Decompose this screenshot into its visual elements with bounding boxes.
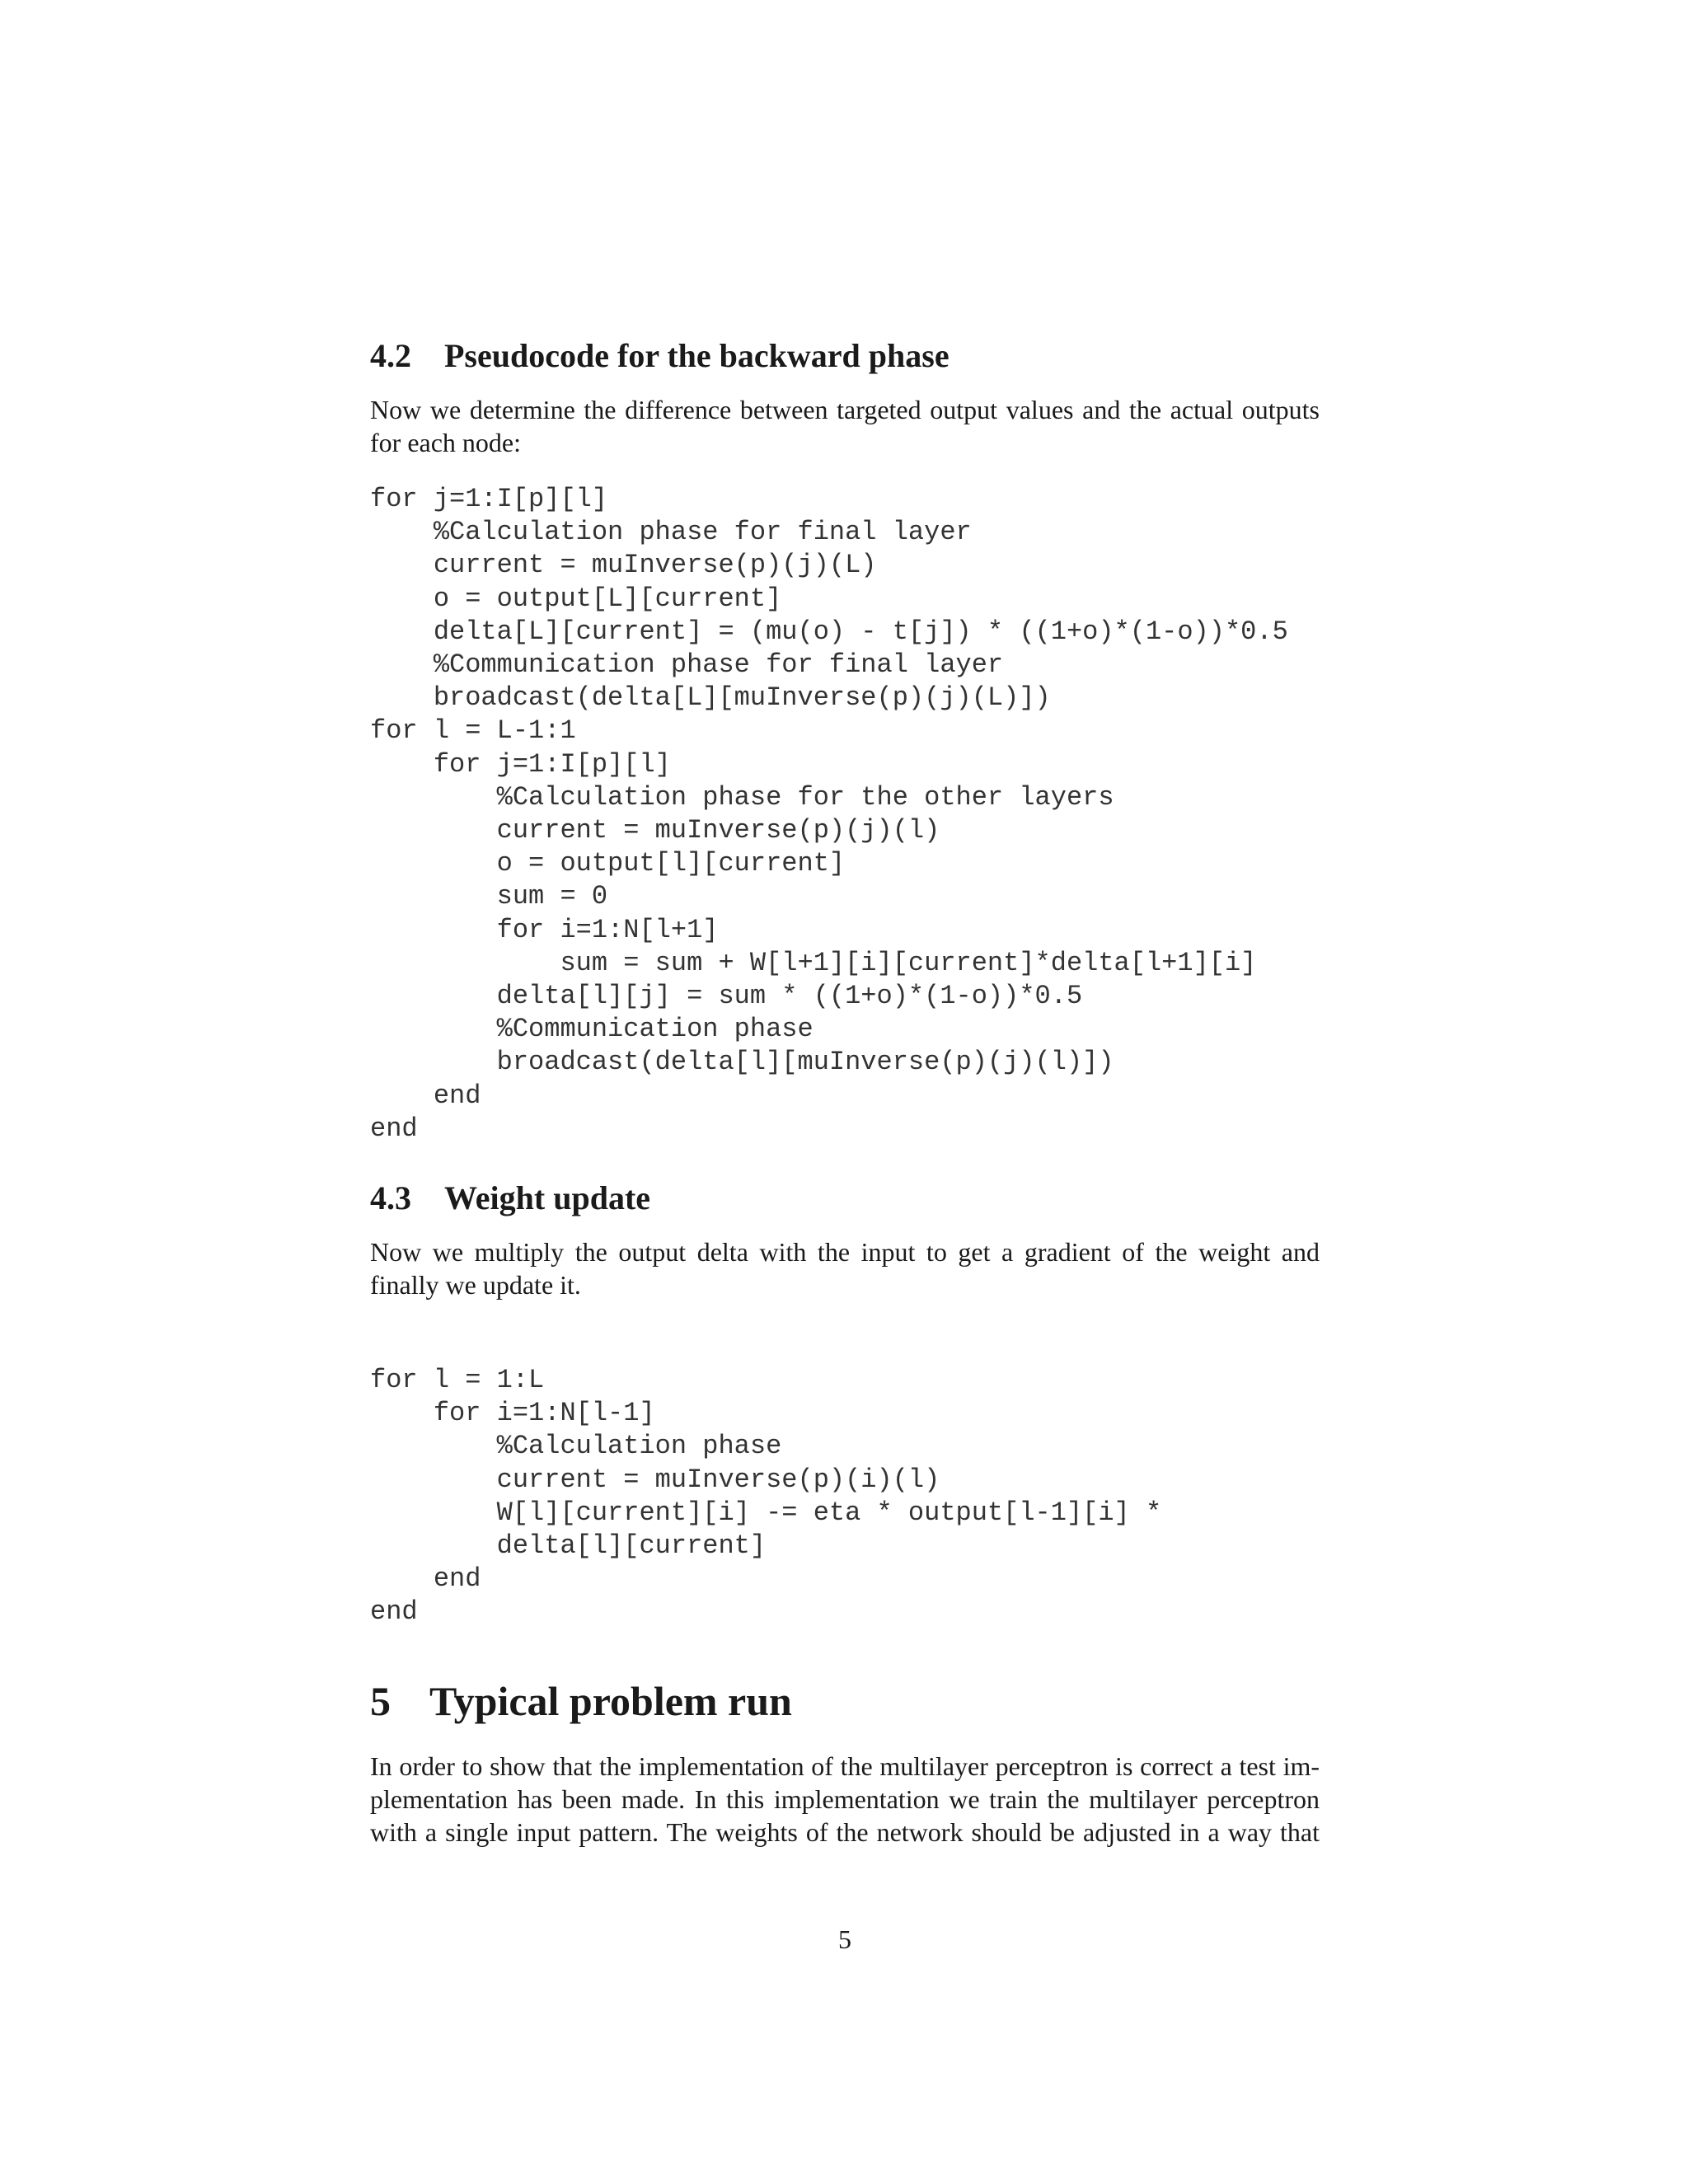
page-number: 5 bbox=[838, 1924, 851, 1954]
paragraph-line: plementation has been made. In this implementation we train the multilayer perceptron bbox=[370, 1784, 1320, 1814]
section-heading-5 bbox=[370, 1676, 792, 1726]
section-heading-4-2 bbox=[370, 336, 950, 376]
paragraph-weight-update-intro bbox=[370, 1235, 1320, 1301]
paragraph-line: finally we update it. bbox=[370, 1270, 581, 1300]
code-block-weight-update: for l = 1:L for i=1:N[l-1] %Calculation phase current = muInverse(p)(i)(l) W[l][current][i] -= eta * output[l-1][i] * delta[l][current] end end bbox=[370, 1365, 1162, 1628]
paragraph-line: for each node: bbox=[370, 428, 522, 457]
code-block-backward-phase: for j=1:I[p][l] %Calculation phase for final layer current = muInverse(p)(j)(L) o = output[L][current] delta[L][current] = (mu(o) - t[j]) * ((1+o)*(1-o))*0.5 %Communication phase for final layer broadcast(delta[L][muInverse(p)(j)(L)]) for l = L-1:1 for j=1:I[p][l] %Calculation phase for the other layers current = muInverse(p)(j)(l) o = output[l][current] sum = 0 for i=1:N[l+1] sum = sum + W[l+1][i][current]*delta[l+1][i] delta[l][j] = sum * ((1+o)*(1-o))*0.5 %Communication phase broadcast(delta[l][muInverse(p)(j)(l)]) end end bbox=[370, 484, 1288, 1144]
section-heading-4-3 bbox=[370, 1179, 650, 1218]
section-number: 4.3 bbox=[370, 1179, 411, 1216]
paragraph-typical-run bbox=[370, 1750, 1320, 1849]
section-number: 5 bbox=[370, 1678, 391, 1724]
paragraph-line: In order to show that the implementation of the multilayer perceptron is correct a test im- bbox=[370, 1751, 1320, 1781]
paragraph-line: Now we determine the difference between targeted output values and the actual outputs bbox=[370, 395, 1320, 424]
paragraph-line: Now we multiply the output delta with the input to get a gradient of the weight and bbox=[370, 1237, 1320, 1267]
section-title: Typical problem run bbox=[429, 1678, 792, 1724]
paragraph-line: with a single input pattern. The weights of the network should be adjusted in a way that bbox=[370, 1817, 1320, 1847]
section-title: Pseudocode for the backward phase bbox=[444, 337, 950, 374]
section-number: 4.2 bbox=[370, 337, 411, 374]
section-title: Weight update bbox=[444, 1179, 651, 1216]
paragraph-backward-intro bbox=[370, 393, 1320, 459]
